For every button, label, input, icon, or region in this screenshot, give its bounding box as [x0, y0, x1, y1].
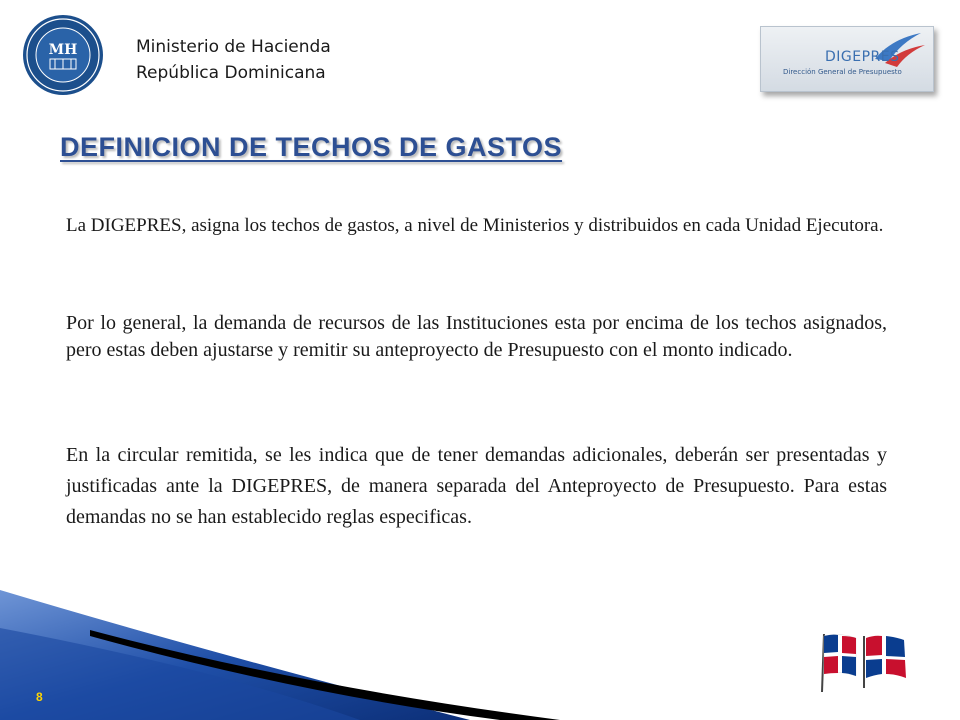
page-number: 8: [36, 690, 43, 704]
footer-swoosh-decoration: [0, 590, 560, 720]
paragraph-2: Por lo general, la demanda de recursos de las Instituciones esta por encima de los techos asignados, pero estas deben ajustarse y remitir su anteproyecto de Presupuesto con el monto indicado.: [66, 312, 887, 361]
digepres-name: DIGEPRES: [825, 49, 900, 65]
ministry-line-2: República Dominicana: [136, 63, 326, 83]
paragraph-1: La DIGEPRES, asigna los techos de gastos, a nivel de Ministerios y distribuidos en cada Unidad Ejecutora.: [66, 215, 884, 236]
digepres-subtitle: Dirección General de Presupuesto: [783, 68, 902, 76]
ministry-seal-logo: [22, 14, 104, 96]
dominican-flags-icon: [814, 628, 914, 694]
slide-title: DEFINICION DE TECHOS DE GASTOS: [60, 132, 563, 162]
paragraph-3: En la circular remitida, se les indica que de tener demandas adicionales, deberán ser presentadas y justificadas ante la DIGEPRES, de manera separada del Anteproyecto de Presupuesto. Para estas demandas no se han establecido reglas especificas.: [66, 444, 887, 528]
ministry-line-1: Ministerio de Hacienda: [136, 37, 331, 57]
ministry-name: [136, 34, 331, 86]
digepres-logo: [760, 26, 934, 92]
seal-initials: MH: [48, 42, 78, 58]
